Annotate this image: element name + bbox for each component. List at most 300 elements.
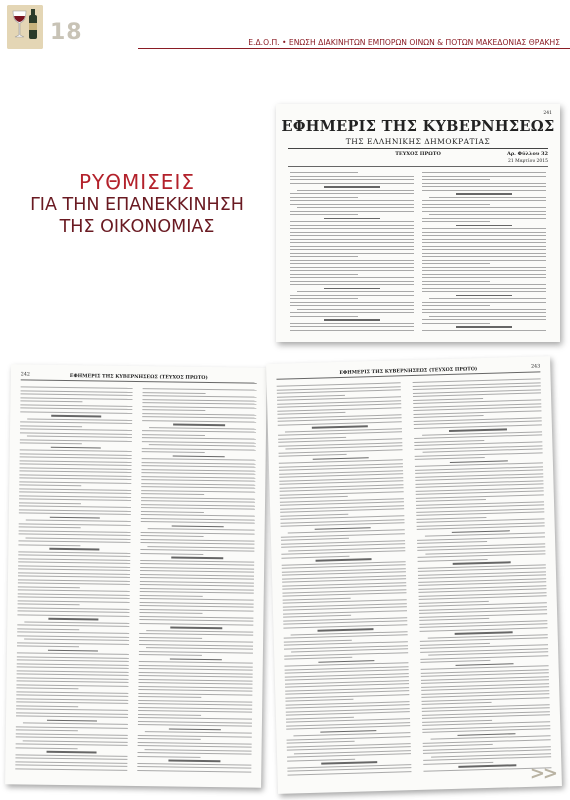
body-text-line [422, 221, 490, 222]
right-running-head [276, 364, 540, 379]
body-text-line [16, 733, 128, 736]
body-text-line [422, 207, 546, 208]
body-text-line [422, 305, 490, 306]
body-text-line [19, 488, 131, 491]
article-subheading [318, 628, 374, 631]
body-text-line [138, 714, 201, 716]
article-headline [12, 170, 262, 238]
body-text-line [142, 437, 256, 440]
body-text-line [286, 711, 410, 716]
article-subheading [170, 658, 221, 660]
body-text-line [15, 768, 127, 771]
body-text-line [422, 260, 546, 261]
body-text-line [17, 677, 129, 680]
body-text-line [141, 500, 255, 503]
body-text-line [18, 586, 80, 588]
body-text-line [290, 284, 414, 285]
body-text-line [142, 465, 256, 468]
body-text-line [140, 577, 254, 580]
body-text-line [18, 572, 130, 575]
body-text-line [16, 687, 78, 689]
body-text-line [18, 589, 130, 592]
body-text-line [146, 630, 253, 633]
body-text-line [141, 539, 255, 542]
issue-rule [288, 166, 548, 167]
body-text-line [138, 735, 252, 738]
body-text-line [422, 172, 546, 173]
body-text-line [290, 330, 414, 331]
body-text-line [139, 661, 253, 664]
body-text-line [20, 439, 132, 442]
body-text-line [422, 263, 490, 264]
body-text-line [17, 670, 129, 673]
body-text-line [290, 193, 414, 194]
body-text-line [17, 635, 129, 638]
body-text-line [22, 740, 127, 743]
body-text-line [137, 766, 251, 769]
body-text-line [285, 694, 409, 699]
body-text-line [16, 701, 128, 704]
body-text-line [139, 682, 253, 685]
body-text-line [290, 312, 414, 313]
body-text-line [18, 600, 130, 603]
body-text-line [422, 204, 490, 205]
body-text-line [24, 621, 129, 624]
body-text-line [138, 686, 252, 689]
body-text-line [17, 666, 129, 669]
body-text-line [417, 541, 487, 544]
body-text-line [18, 579, 130, 582]
body-text-line [20, 407, 132, 410]
front-page-number: 241 [543, 111, 552, 116]
body-text-line [422, 249, 546, 250]
body-text-line [141, 514, 255, 517]
body-text-line [16, 694, 128, 697]
body-text-line [290, 183, 414, 184]
body-text-line [138, 742, 252, 745]
body-text-line [139, 668, 253, 671]
body-text-line [414, 415, 484, 418]
article-subheading [312, 425, 368, 428]
body-text-line [429, 197, 546, 198]
body-text-line [25, 537, 130, 540]
body-text-line [290, 256, 358, 257]
body-text-line [142, 420, 256, 423]
body-text-line [419, 618, 489, 621]
body-text-line [19, 495, 131, 498]
body-text-line [288, 771, 412, 776]
article-subheading [173, 424, 224, 426]
body-text-line [422, 232, 546, 233]
body-text-line [290, 172, 358, 173]
body-text-line [15, 764, 127, 767]
article-subheading [456, 295, 512, 297]
body-text-line [142, 462, 256, 465]
gazette-subtitle: ΤΗΣ ΕΛΛΗΝΙΚΗΣ ΔΗΜΟΚΡΑΤΙΑΣ [345, 137, 491, 146]
body-text-line [139, 633, 253, 636]
body-text-line [278, 436, 346, 439]
body-text-line [17, 680, 129, 683]
body-text-line [422, 200, 546, 201]
body-text-line [142, 399, 256, 402]
body-text-line [281, 550, 405, 555]
body-text-line [18, 558, 130, 561]
body-text-line [139, 619, 253, 622]
body-text-line [422, 330, 546, 331]
body-text-line [20, 449, 132, 452]
body-text-line [142, 451, 205, 453]
body-text-line [19, 491, 131, 494]
article-subheading [47, 719, 97, 721]
body-text-line [143, 388, 257, 391]
left-text-column-2 [137, 388, 256, 780]
article-subheading [318, 660, 374, 663]
body-text-line [15, 754, 127, 757]
body-text-line [290, 176, 414, 177]
gazette-issue: ΤΕΥΧΟΣ ΠΡΩΤΟ [395, 151, 441, 157]
body-text-line [16, 715, 128, 718]
body-text-line [280, 508, 404, 513]
body-text-line [17, 631, 129, 634]
body-text-line [140, 602, 254, 605]
body-text-line [290, 305, 414, 306]
body-text-line [139, 612, 202, 614]
body-text-line [422, 183, 546, 184]
article-subheading [456, 193, 512, 195]
body-text-line [287, 736, 411, 741]
body-text-line [141, 483, 255, 486]
body-text-line [141, 497, 255, 500]
body-text-line [277, 394, 345, 397]
body-text-line [286, 725, 410, 730]
body-text-line [20, 425, 82, 427]
body-text-line [297, 207, 414, 208]
page-number: 18 [50, 20, 83, 45]
body-text-line [142, 458, 256, 461]
body-text-line [422, 302, 546, 303]
body-text-line [141, 532, 255, 535]
body-text-line [16, 729, 78, 731]
body-text-line [16, 705, 78, 707]
next-page-arrow[interactable]: >> [529, 763, 556, 784]
body-text-line [19, 530, 131, 533]
article-subheading [456, 326, 512, 328]
body-text-line [422, 274, 546, 275]
body-text-line [422, 309, 546, 310]
body-text-line [17, 642, 129, 645]
body-text-line [20, 432, 132, 435]
body-text-line [17, 659, 129, 662]
body-text-line [279, 449, 403, 454]
body-text-line [422, 228, 546, 229]
body-text-line [17, 645, 79, 647]
body-text-line [141, 469, 255, 472]
body-text-line [138, 689, 252, 692]
article-subheading [48, 649, 98, 651]
body-text-line [422, 281, 490, 282]
body-text-line [18, 575, 130, 578]
body-text-line [18, 554, 130, 557]
article-subheading [455, 631, 513, 634]
body-text-line [143, 392, 206, 394]
body-text-line [290, 267, 414, 268]
body-text-line [290, 260, 414, 261]
body-text-line [283, 597, 351, 600]
body-text-line [141, 511, 204, 513]
body-text-line [19, 470, 131, 473]
body-text-line [290, 200, 414, 201]
left-page-number: 242 [20, 372, 30, 378]
article-subheading [50, 516, 100, 518]
gazette-masthead: ΕΦΗΜΕΡΙΣ ΤΗΣ ΚΥΒΕΡΝΗΣΕΩΣ [281, 118, 555, 135]
body-text-line [281, 555, 349, 558]
article-subheading [321, 761, 377, 764]
body-text-line [290, 302, 414, 303]
body-text-line [20, 421, 132, 424]
right-text-column-1 [277, 382, 412, 785]
body-text-line [139, 616, 253, 619]
body-text-line [140, 591, 254, 594]
body-text-line [24, 638, 129, 641]
body-text-line [140, 553, 203, 555]
body-text-line [423, 744, 493, 747]
body-text-line [290, 197, 358, 198]
body-text-line [415, 457, 485, 460]
article-subheading [315, 527, 371, 530]
article-subheading [169, 728, 220, 730]
left-running-head [21, 372, 257, 383]
gazette-sheet-number: Αρ. Φύλλου 32 [506, 151, 548, 157]
body-text-line [147, 546, 254, 549]
body-text-line [290, 298, 358, 299]
body-text-line [290, 326, 414, 327]
body-text-line [284, 657, 352, 660]
body-text-line [137, 770, 251, 773]
body-text-line [290, 263, 414, 264]
body-text-line [422, 284, 546, 285]
body-text-line [19, 533, 131, 536]
body-text-line [142, 406, 256, 409]
body-text-line [283, 592, 407, 597]
body-text-line [18, 607, 130, 610]
body-text-line [422, 235, 546, 236]
body-text-line [422, 218, 546, 219]
body-text-line [422, 702, 492, 705]
body-text-line [19, 467, 131, 470]
body-text-line [19, 526, 81, 528]
body-text-line [142, 402, 256, 405]
body-text-line [18, 544, 80, 546]
gazette-inner-page-left [5, 364, 267, 788]
body-text-line [141, 479, 255, 482]
body-text-line [20, 397, 132, 400]
body-text-line [287, 758, 355, 761]
body-text-line [142, 413, 256, 416]
body-text-line [422, 270, 546, 271]
article-subheading [316, 558, 372, 561]
body-text-line [18, 582, 130, 585]
body-text-line [141, 521, 255, 524]
body-text-line [290, 323, 414, 324]
gazette-date: 21 Μαρτίου 2015 [507, 159, 548, 164]
body-text-line [138, 696, 201, 698]
gazette-front-page [276, 104, 560, 342]
body-text-line [138, 721, 252, 724]
article-subheading [48, 618, 98, 620]
body-text-line [141, 493, 204, 495]
wine-glass-logo [7, 5, 43, 49]
body-text-line [422, 186, 546, 187]
body-text-line [283, 610, 407, 615]
body-text-line [279, 454, 347, 457]
article-subheading [320, 730, 376, 733]
body-text-line [422, 288, 546, 289]
body-text-line [20, 456, 132, 459]
body-text-line [422, 246, 546, 247]
left-running-title: ΕΦΗΜΕΡΙΣ ΤΗΣ ΚΥΒΕΡΝΗΣΕΩΣ (ΤΕΥΧΟΣ ΠΡΩΤΟ) [69, 373, 208, 381]
body-text-line [422, 277, 546, 278]
article-subheading [449, 428, 507, 431]
left-text-column-1 [15, 386, 132, 778]
body-text-line [15, 757, 127, 760]
body-text-line [278, 431, 402, 436]
body-text-line [277, 389, 401, 394]
body-text-line [290, 211, 414, 212]
body-text-line [19, 505, 131, 508]
body-text-line [290, 232, 414, 233]
body-text-line [141, 504, 255, 507]
body-text-line [138, 707, 252, 710]
body-text-line [140, 549, 254, 552]
body-text-line [19, 484, 81, 486]
body-text-line [422, 319, 546, 320]
body-text-line [138, 710, 252, 713]
body-text-line [281, 538, 349, 541]
body-text-line [284, 639, 352, 642]
body-text-line [19, 474, 131, 477]
front-text-column-right [422, 172, 546, 334]
body-text-line [290, 277, 414, 278]
article-subheading [324, 319, 380, 321]
headline-line-3: ΤΗΣ ΟΙΚΟΝΟΜΙΑΣ [59, 217, 215, 237]
body-text-line [422, 253, 546, 254]
body-text-line [19, 481, 131, 484]
body-text-line [139, 672, 253, 675]
body-text-line [16, 708, 128, 711]
article-subheading [456, 663, 514, 666]
headline-line-2: ΓΙΑ ΤΗΝ ΕΠΑΝΕΚΚΙΝΗΣΗ [30, 195, 244, 215]
headline-line-1: ΡΥΘΜΙΣΕΙΣ [79, 170, 195, 194]
body-text-line [18, 561, 130, 564]
body-text-line [21, 390, 133, 393]
right-text-column-2 [413, 378, 552, 781]
body-text-line [27, 418, 132, 421]
body-text-line [290, 214, 358, 215]
body-text-line [137, 763, 251, 766]
body-text-line [280, 496, 348, 499]
body-text-line [20, 400, 82, 402]
body-text-line [140, 598, 254, 601]
body-text-line [140, 574, 254, 577]
body-text-line [141, 507, 255, 510]
body-text-line [283, 615, 351, 618]
body-text-line [141, 535, 204, 537]
body-text-line [139, 675, 253, 678]
masthead-rule [288, 148, 548, 149]
body-text-line [290, 253, 414, 254]
body-text-line [429, 214, 546, 215]
body-text-line [142, 430, 256, 433]
body-text-line [284, 652, 408, 657]
body-text-line [290, 274, 358, 275]
body-text-line [140, 542, 254, 545]
body-text-line [17, 656, 129, 659]
article-subheading [169, 759, 220, 761]
body-text-line [18, 596, 130, 599]
body-text-line [140, 581, 254, 584]
body-text-line [139, 644, 253, 647]
body-text-line [142, 448, 256, 451]
body-text-line [16, 691, 128, 694]
body-text-line [15, 761, 127, 764]
article-subheading [51, 415, 101, 417]
body-text-line [142, 409, 205, 411]
body-text-line [422, 211, 546, 212]
body-text-line [20, 411, 132, 414]
body-text-line [290, 281, 414, 282]
body-text-line [16, 684, 128, 687]
body-text-line [18, 593, 130, 596]
body-text-line [287, 741, 355, 744]
article-subheading [324, 186, 380, 188]
body-text-line [290, 249, 414, 250]
body-text-line [138, 693, 252, 696]
body-text-line [16, 726, 128, 729]
body-text-line [146, 647, 253, 650]
body-text-line [141, 518, 255, 521]
body-text-line [140, 560, 254, 563]
body-text-line [422, 256, 546, 257]
body-text-line [285, 699, 353, 702]
article-subheading [51, 446, 101, 448]
body-text-line [418, 558, 488, 561]
body-text-line [422, 291, 546, 292]
header-rule [138, 48, 570, 49]
body-text-line [297, 291, 414, 292]
body-text-line [422, 239, 546, 240]
body-text-line [20, 460, 132, 463]
body-text-line [287, 753, 411, 758]
body-text-line [139, 665, 253, 668]
body-text-line [16, 747, 78, 749]
body-text-line [140, 605, 254, 608]
body-text-line [147, 528, 254, 531]
body-text-line [290, 239, 414, 240]
article-subheading [171, 626, 222, 628]
body-text-line [18, 565, 130, 568]
body-text-line [290, 228, 414, 229]
front-text-column-left [290, 172, 414, 334]
body-text-line [18, 568, 130, 571]
body-text-line [290, 316, 358, 317]
body-text-line [422, 179, 490, 180]
body-text-line [18, 540, 130, 543]
body-text-line [19, 512, 131, 515]
gazette-inner-page-right [266, 356, 562, 794]
article-subheading [173, 455, 224, 457]
article-subheading [49, 548, 99, 550]
body-text-line [290, 179, 414, 180]
